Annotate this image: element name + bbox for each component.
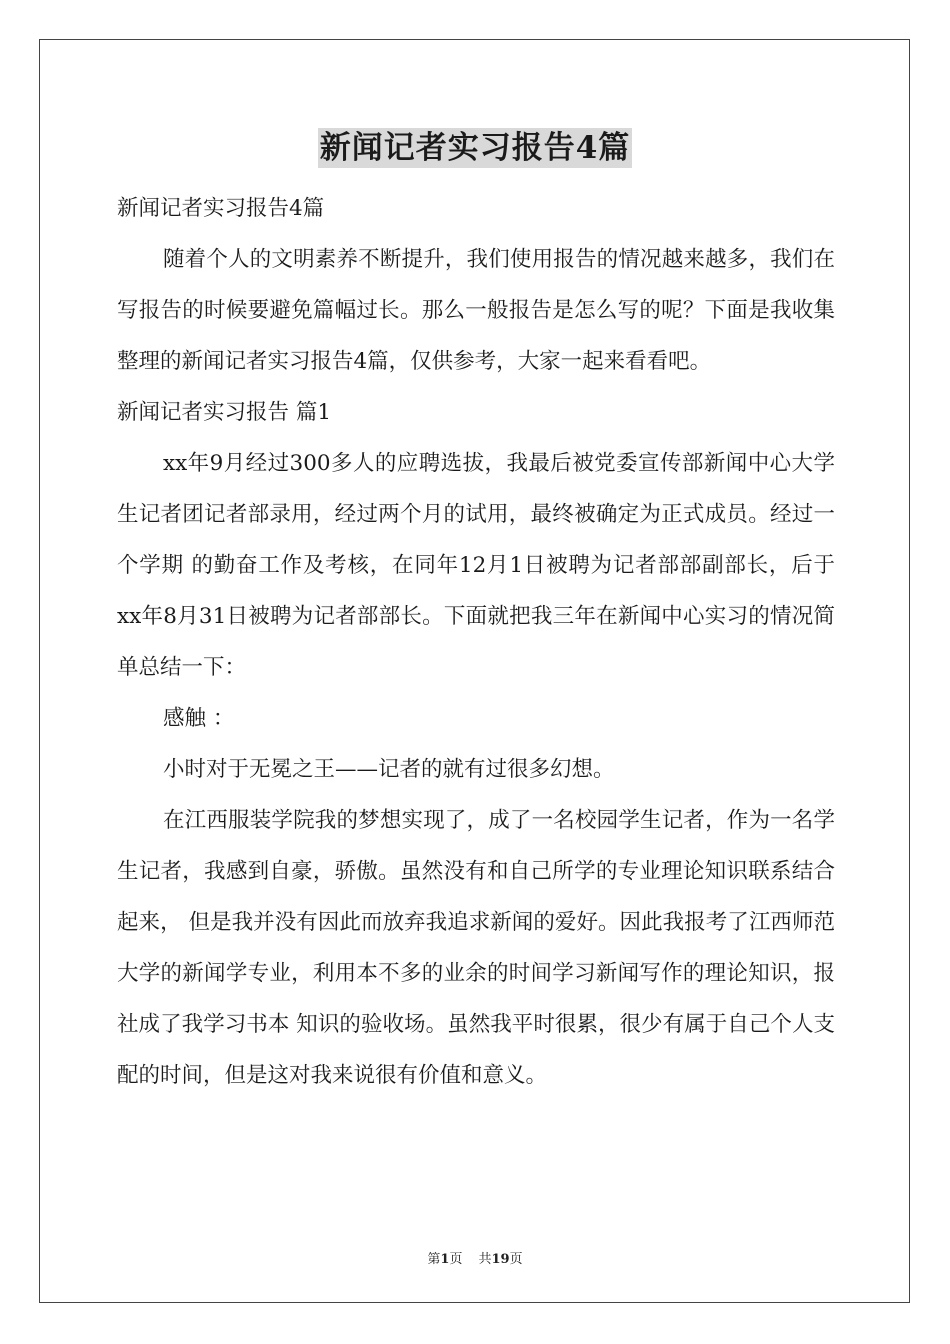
- document-title: 新闻记者实习报告4篇: [319, 130, 631, 166]
- total-prefix: 共: [478, 1252, 492, 1267]
- total-suffix: 页: [509, 1252, 523, 1267]
- page-suffix: 页: [449, 1252, 463, 1267]
- page-footer: [0, 1248, 950, 1267]
- page-prefix: 第: [427, 1252, 441, 1267]
- intro-paragraph: 随着个人的文明素养不断提升，我们使用报告的情况越来越多，我们在写报告的时候要避免篇幅过长。那么一般报告是怎么写的呢？下面是我收集整理的新闻记者实习报告4篇，仅供参考，大家一起来看看吧。: [117, 247, 835, 374]
- total-pages: 19: [491, 1252, 510, 1267]
- title-container: [0, 128, 950, 168]
- section-label: 感触 ：: [163, 706, 235, 731]
- section-heading: 新闻记者实习报告 篇1: [117, 400, 332, 425]
- section-paragraph-1: xx年9月经过300多人的应聘选拔，我最后被党委宣传部新闻中心大学生记者团记者部录用，经过两个月的试用，最终被确定为正式成员。经过一个学期 的勤奋工作及考核，在同年12月1日被聘为记者部部副部长，后于 xx年8月31日被聘为记者部部长。下面就把我三年在新闻中心实习的情况简单总结一下：: [117, 451, 835, 680]
- page-number: 1: [440, 1252, 450, 1267]
- document-body: [117, 183, 835, 1101]
- section-paragraph-2: 小时对于无冕之王——记者的就有过很多幻想。: [163, 757, 615, 782]
- section-paragraph-3: 在江西服装学院我的梦想实现了，成了一名校园学生记者，作为一名学生记者，我感到自豪，骄傲。虽然没有和自己所学的专业理论知识联系结合起来， 但是我并没有因此而放弃我追求新闻的爱好。因此我报考了江西师范大学的新闻学专业，利用本不多的业余的时间学习新闻写作的理论知识，报社成了我学习书本 知识的验收场。虽然我平时很累，很少有属于自己个人支配的时间，但是这对我来说很有价值和意义。: [117, 808, 835, 1088]
- document-subtitle: 新闻记者实习报告4篇: [117, 196, 325, 221]
